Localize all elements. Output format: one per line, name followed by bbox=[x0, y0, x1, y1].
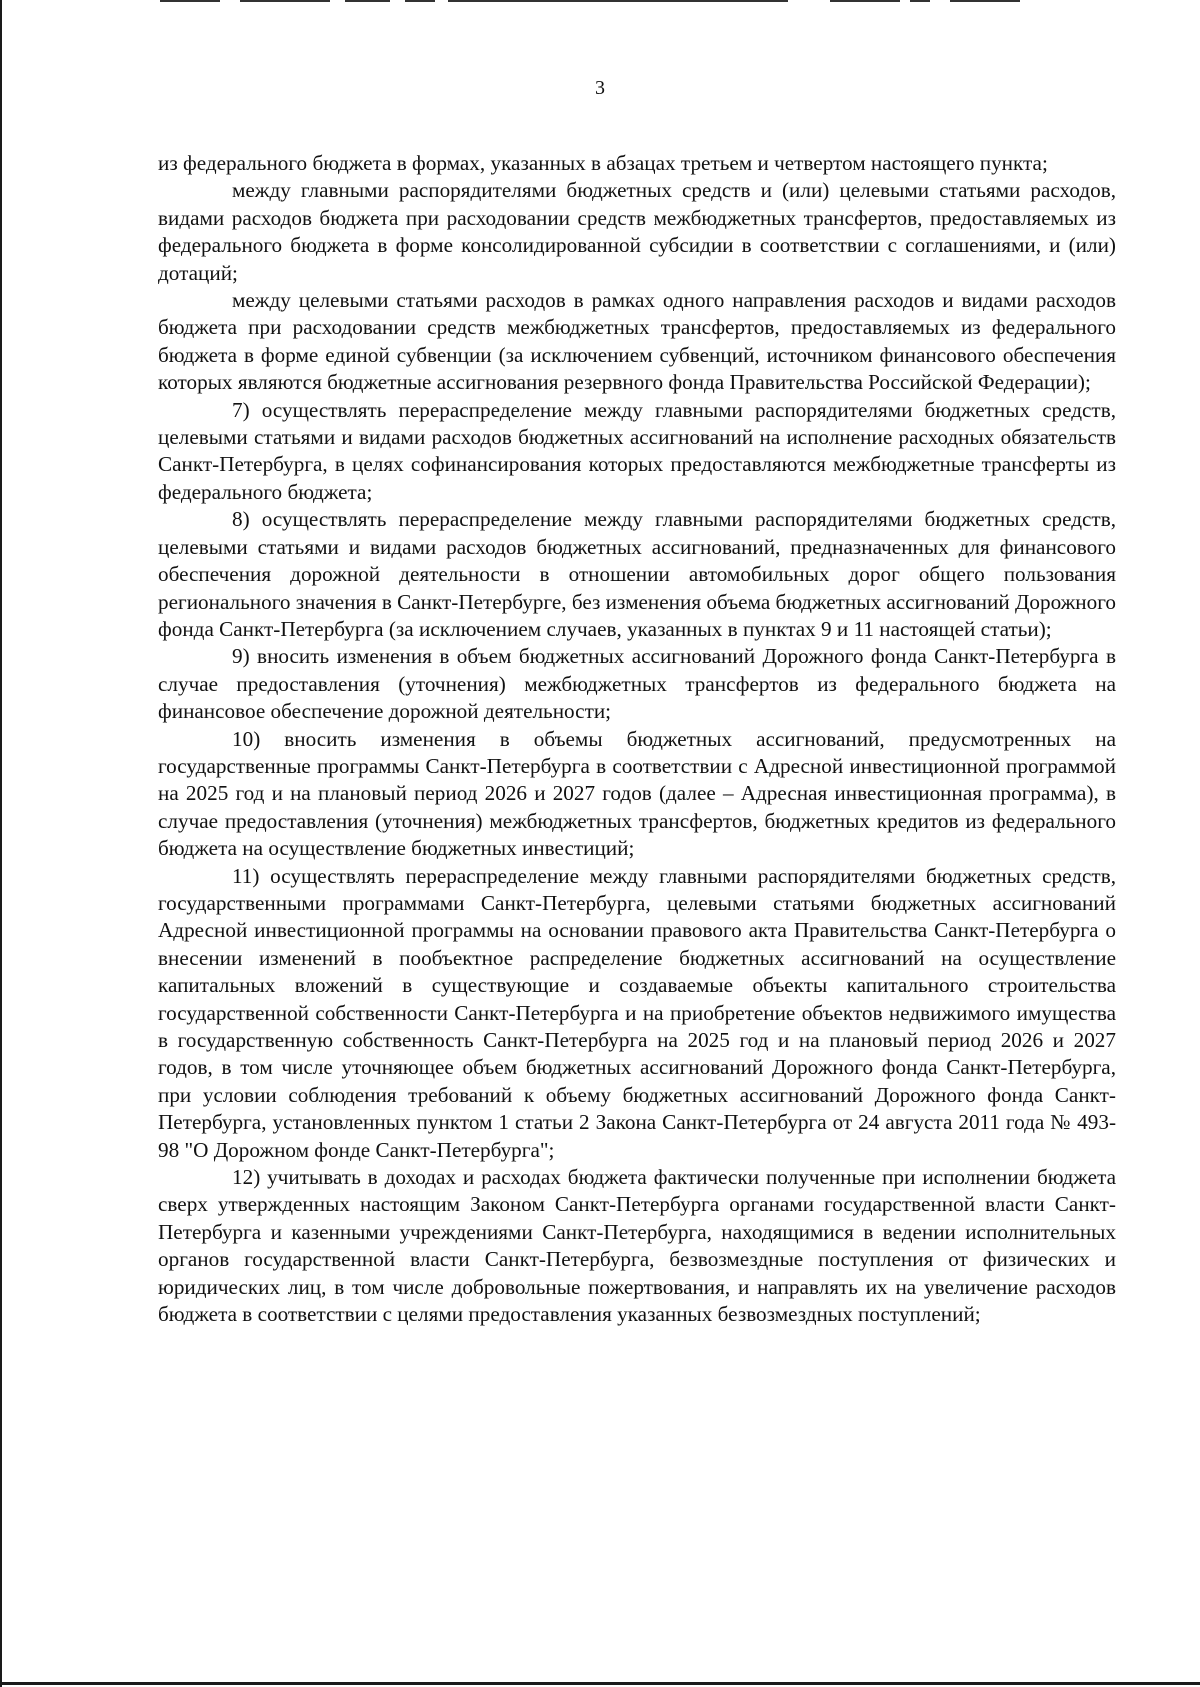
document-body bbox=[158, 150, 1116, 1328]
page-number: 3 bbox=[595, 77, 605, 99]
paragraph-item-11: 11) осуществлять перераспределение между главными распорядителями бюджетных средств, государственными программами Санкт-Петербурга, целевыми статьями бюджетных ассигнований Адресной инвестиционной программы на основании правового акта Правительства Санкт-Петербурга о внесении изменений в пообъектное распределение бюджетных ассигнований на осуществление капитальных вложений в существующие и создаваемые объекты капитального строительства государственной собственности Санкт-Петербурга и на приобретение объектов недвижимого имущества в государственную собственность Санкт-Петербурга на 2025 год и на плановый период 2026 и 2027 годов, в том числе уточняющее объем бюджетных ассигнований Дорожного фонда Санкт-Петербурга, при условии соблюдения требований к объему бюджетных ассигнований Дорожного фонда Санкт-Петербурга, установленных пунктом 1 статьи 2 Закона Санкт-Петербурга от 24 августа 2011 года № 493-98 "О Дорожном фонде Санкт-Петербурга"; bbox=[158, 863, 1116, 1162]
paragraph-item-10: 10) вносить изменения в объемы бюджетных ассигнований, предусмотренных на государственные программы Санкт-Петербурга в соответствии с Адресной инвестиционной программой на 2025 год и на плановый период 2026 и 2027 годов (далее – Адресная инвестиционная программа), в случае предоставления (уточнения) межбюджетных трансфертов, бюджетных кредитов из федерального бюджета на осуществление бюджетных инвестиций; bbox=[158, 726, 1116, 861]
scan-marks-top bbox=[0, 0, 1200, 4]
paragraph-item-8: 8) осуществлять перераспределение между главными распорядителями бюджетных средств, целевыми статьями и видами расходов бюджетных ассигнований, предназначенных для финансового обеспечения дорожной деятельности в отношении автомобильных дорог общего пользования регионального значения в Санкт-Петербурге, без изменения объема бюджетных ассигнований Дорожного фонда Санкт-Петербурга (за исключением случаев, указанных в пунктах 9 и 11 настоящей статьи); bbox=[158, 507, 1116, 641]
paragraph-item-12: 12) учитывать в доходах и расходах бюджета фактически полученные при исполнении бюджета сверх утвержденных настоящим Законом Санкт-Петербурга органами государственной власти Санкт-Петербурга и казенными учреждениями Санкт-Петербурга, находящимися в ведении исполнительных органов государственной власти Санкт-Петербурга, безвозмездные поступления от физических и юридических лиц, в том числе добровольные пожертвования, и направлять их на увеличение расходов бюджета в соответствии с целями предоставления указанных безвозмездных поступлений; bbox=[158, 1165, 1116, 1327]
paragraph-item-9: 9) вносить изменения в объем бюджетных ассигнований Дорожного фонда Санкт-Петербурга в случае предоставления (уточнения) межбюджетных трансфертов из федерального бюджета на финансовое обеспечение дорожной деятельности; bbox=[158, 644, 1116, 724]
scan-border-bottom bbox=[0, 1682, 1200, 1685]
paragraph-single-subvention: между целевыми статьями расходов в рамках одного направления расходов и видами расходов бюджета при расходовании средств межбюджетных трансфертов, предоставляемых из федерального бюджета в форме единой субвенции (за исключением субвенций, источником финансового обеспечения которых являются бюджетные ассигнования резервного фонда Правительства Российской Федерации); bbox=[158, 288, 1116, 395]
paragraph-continuation: из федерального бюджета в формах, указанных в абзацах третьем и четвертом настоящего пункта; bbox=[158, 151, 1048, 175]
paragraph-consolidated-subsidy: между главными распорядителями бюджетных средств и (или) целевыми статьями расходов, видами расходов бюджета при расходовании средств межбюджетных трансфертов, предоставляемых из федерального бюджета в форме консолидированной субсидии в соответствии с соглашениями, и (или) дотаций; bbox=[158, 178, 1116, 285]
paragraph-item-7: 7) осуществлять перераспределение между главными распорядителями бюджетных средств, целевыми статьями и видами расходов бюджетных ассигнований на исполнение расходных обязательств Санкт-Петербурга, в целях софинансирования которых предоставляются межбюджетные трансферты из федерального бюджета; bbox=[158, 397, 1116, 504]
scan-border-left bbox=[0, 0, 2, 1687]
